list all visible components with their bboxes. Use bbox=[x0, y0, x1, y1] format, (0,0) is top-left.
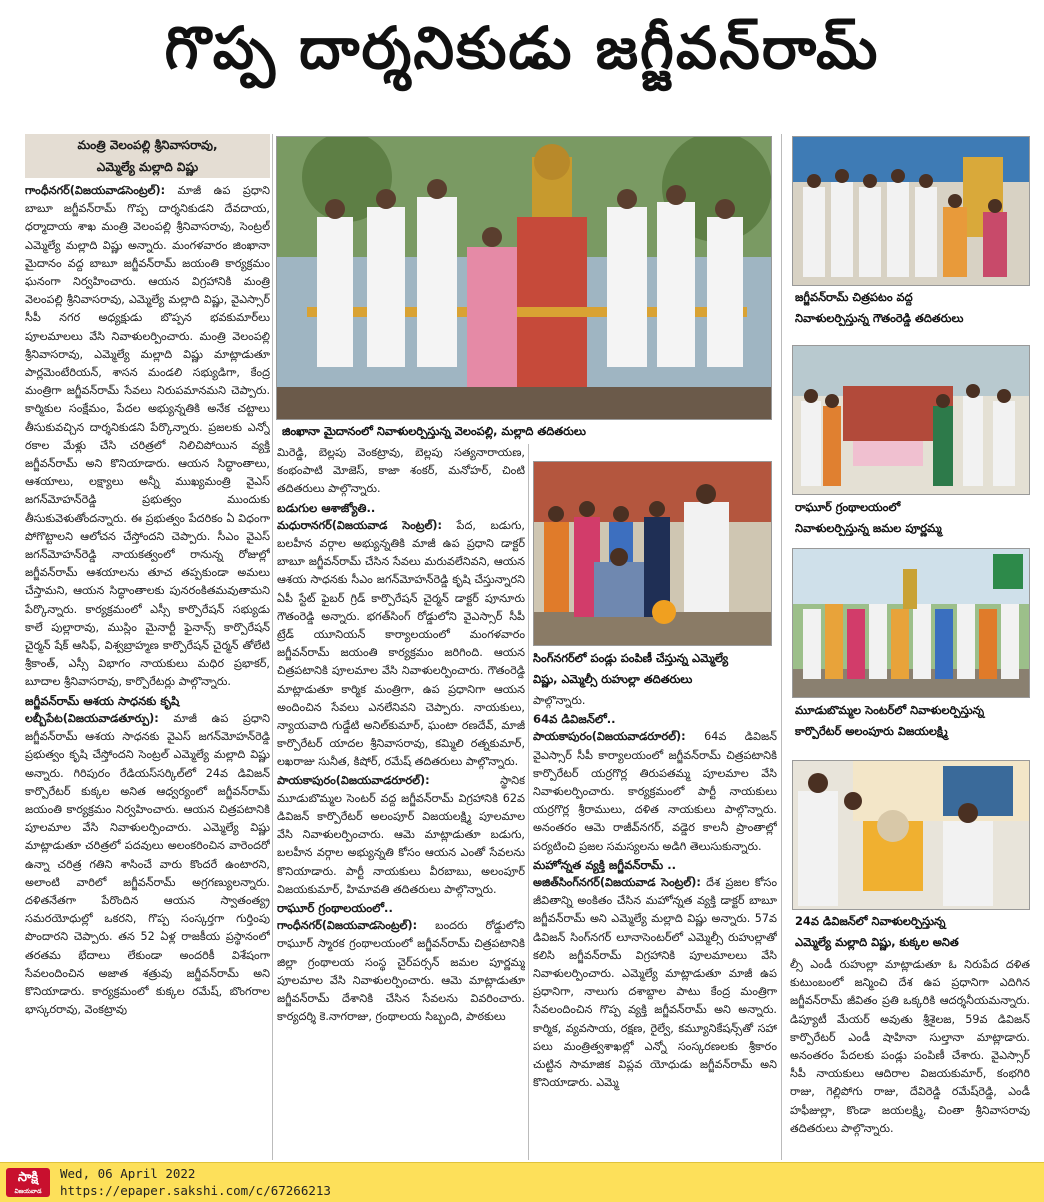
kicker-line-2: ఎమ్మెల్యే మల్లాది విష్ణు bbox=[96, 160, 199, 174]
caption-line: నివాళులర్పిస్తున్న జమల పూర్ణమ్మ bbox=[795, 521, 942, 535]
article-paragraph bbox=[277, 772, 525, 899]
epaper-link[interactable]: https://epaper.sakshi.com/c/67266213 bbox=[60, 1183, 331, 1198]
dateline: లబ్బీపేట(విజయవాడతూర్పు): bbox=[25, 711, 159, 725]
dateline: గాంధీనగర్‌(విజయవాడసెంట్రల్‌): bbox=[277, 919, 418, 933]
caption-line: సింగ్‌నగర్‌లో పండ్లు పంపిణీ చేస్తున్న ఎమ్మెల్యే bbox=[533, 651, 729, 665]
subheading: రాఘూర్‌ గ్రంథాలయంలో.. bbox=[277, 901, 393, 916]
article-paragraph bbox=[533, 728, 777, 855]
division24-caption bbox=[795, 911, 1035, 953]
article-column-4 bbox=[790, 956, 1030, 1160]
logo-edition: విజయవాడ bbox=[14, 1188, 42, 1195]
caption-line: రాఘూర్‌ గ్రంథాలయంలో bbox=[795, 500, 901, 514]
article-paragraph: పాల్గొన్నారు. bbox=[533, 694, 586, 707]
division24-photo bbox=[792, 760, 1030, 910]
logo-text: సాక్షి bbox=[17, 1170, 39, 1185]
headline: గొప్ప దార్శనికుడు జగ్జీవన్‌రామ్ bbox=[164, 14, 880, 82]
paragraph-text: మాజీ ఉప ప్రధాని జగ్జీవన్‌రామ్‌ ఆశయ సాధనకు వైఎస్‌ జగన్‌మోహన్‌రెడ్డి ప్రభుత్వం కృషి చేస్తోందని సెంట్రల్‌ ఎమ్మెల్యే మల్లాది విష్ణు అన్నారు. గిరిపురం రేడియస్‌సర్కిల్‌లో 24వ డివిజన్‌ కార్పొరేటర్‌ కుక్కల అనిత ఆధ్వర్యంలో జగ్జీవన్‌రామ్‌ జయంతి కార్యక్రమం నిర్వహించారు. ఆయన చిత్రపటానికి పూలమాల వేసి నివాళులర్పించారు. ఎమ్మెల్యే విష్ణు మాట్లాడుతూ చరిత్రలో పదవులు అలంకరించిన వారెందరో ఉన్నా చరిత్ర గతిని శాసించే వారు కొందరే ఉంటారని, అలాంటి వారిలో జగ్జీవన్‌రామ్‌ అగ్రగణ్యులన్నారు. దళితనేతగా పేరొందిన ఆయన స్వాతంత్య్ర సమరయోధుల్లో ఒకరని, గొప్ప సంస్కర్తగా గుర్తింపు పొందారని చెప్పారు. తన 52 ఏళ్ల రాజకీయ ప్రస్థానంలో తరతమ భేదాలు లేకుండా అందరికీ విశేషంగా సేవలందించిన అజాత శత్రువు జగ్జీవన్‌రామ్‌ అని కొనియాడారు. కార్యక్రమంలో కుక్కల రమేష్‌, బొంగరాల భాస్కరరావు, వెంకట్రావు bbox=[25, 711, 270, 1017]
subheading: బడుగుల ఆశాజ్యోతి.. bbox=[277, 500, 376, 515]
article-paragraph bbox=[277, 517, 525, 772]
kicker-line-1: మంత్రి వెలంపల్లి శ్రీనివాసరావు, bbox=[77, 138, 218, 152]
subheading: మహోన్నత వ్యక్తి జగ్జీవన్‌రామ్‌ .. bbox=[533, 857, 677, 872]
paragraph-text: స్థానిక మూడుబొమ్మల సెంటర్‌ వద్ద జగ్జీవన్‌రామ్‌ విగ్రహానికి 62వ డివిజన్‌ కార్పొరేటర్‌ అలంపూర్‌ విజయలక్ష్మి పూలమాల వేసి నివాళులర్పించారు. ఆమె మాట్లాడుతూ బడుగు, బలహీన వర్గాల అభ్యున్నతి కోసం ఆయన ఎంతో సేవలను కొనియాడారు. పార్టీ నాయకులు వీరబాబు, అలంపూర్‌ విజయకుమార్‌, హిమావతి తదితరులు పాల్గొన్నారు. bbox=[277, 773, 525, 896]
article-column-2 bbox=[277, 444, 525, 1160]
article-paragraph: మిరెడ్డి, బెల్లపు వెంకట్రావు, బెల్లపు సత్యనారాయణ, కంభంపాటి మోజెస్‌, కాజా శంకర్‌, మనోహర్‌, చింటి తదితరులు పాల్గొన్నారు. bbox=[277, 446, 525, 496]
article-paragraph: ల్సీ ఎండీ రుహుల్లా మాట్లాడుతూ ఓ నిరుపేద దళిత కుటుంబంలో జన్మించి దేశ ఉప ప్రధానిగా ఎదిగిన జగ్జీవన్‌రామ్‌ జీవితం ప్రతి ఒక్కరికి ఆదర్శనీయమన్నారు. డిప్యూటీ మేయర్‌ అవుతు శ్రీశైలజ, 59వ డివిజన్‌ కార్పొరేటర్‌ ఎండీ షాహినా సుల్తానా మాట్లాడారు. అనంతరం పేదలకు పండ్లు పంపిణీ చేశారు. వైఎస్సార్‌ సీపీ నాయకులు ఆదిరాల విజయకుమార్‌, కంభగిరి రాజు, గెల్లిపోగు రాజు, దేవిరెడ్డి రమేష్‌రెడ్డి, ఎండీ హఫీజుల్లా, కొండా జయలక్ష్మి, చింతా శ్రీనివాసరావు తదితరులు పాల్గొన్నారు. bbox=[790, 958, 1030, 1135]
subheading: 64వ డివిజన్‌లో.. bbox=[533, 712, 616, 727]
sakshi-logo[interactable] bbox=[6, 1168, 50, 1197]
footer-bar bbox=[0, 1162, 1044, 1202]
article-paragraph bbox=[533, 874, 777, 1092]
gautam-reddy-caption bbox=[795, 287, 1035, 329]
caption-line: కార్పొరేటర్‌ అలంపూరు విజయలక్ష్మి bbox=[795, 724, 948, 738]
caption-line: జగ్జీవన్‌రామ్‌ చిత్రపటం వద్ద bbox=[795, 290, 913, 304]
main-photo bbox=[276, 136, 772, 420]
paragraph-text: పేద, బడుగు, బలహీన వర్గాల అభ్యున్నతికి మాజీ ఉప ప్రధాని డాక్టర్‌ బాబూ జగ్జీవన్‌రామ్‌ చేసిన సేవలు మరువలేనివని, ఆయన ఆశయ సాధనకు సీఎం జగన్‌మోహన్‌రెడ్డి కృషి చేస్తున్నారని ఏపీ స్టేట్‌ ఫైబర్‌ గ్రిడ్‌ కార్పొరేషన్‌ చైర్మన్‌ డాక్టర్‌ పూనూరు గౌతంరెడ్డి అన్నారు. భగత్‌సింగ్‌ రోడ్డులోని వైఎస్సార్‌ సీపీ ట్రేడ్‌ యూనియన్‌ కార్యాలయంలో మంగళవారం జగ్జీవన్‌రామ్‌ జయంతి కార్యక్రమం జరిగింది. ఆయన చిత్రపటానికి పూలమాల వేసి నివాళులర్పించారు. గౌతంరెడ్డి మాట్లాడుతూ కార్మిక మంత్రిగా, ఉప ప్రధానిగా ఆయన అందించిన సేవలు ఎనలేనివని చెప్పారు. నాయకులు, న్యాయవాది గుడ్డేటి అనిల్‌కుమార్‌, ఘంటా రణదేవ్‌, మాజీ కార్పొరేటర్‌ యాదల శ్రీనివాసరావు, కమ్మిలి రత్నకుమార్‌, లఖరాజు సునీత, కిషోర్‌, రమేష్‌ తదితరులు పాల్గొన్నారు. bbox=[277, 518, 525, 769]
paragraph-text: దేశ ప్రజల కోసం జీవితాన్ని అంకితం చేసిన మహోన్నత వ్యక్తి డాక్టర్‌ బాబూ జగ్జీవన్‌రామ్‌ అని ఎమ్మెల్యే మల్లాది విష్ణు అన్నారు. 57వ డివిజన్‌ సింగ్‌నగర్‌ లూనాసెంటర్‌లో ఎమ్మెల్సీ రుహుల్లాతో కలిసి జగ్జీవన్‌రామ్‌ విగ్రహానికి పూలమాలలు వేసి నివాళులర్పించారు. ఎమ్మెల్యే మాట్లాడుతూ మాజీ ఉప ప్రధానిగా, నాలుగు దశాబ్దాల పాటు కేంద్ర మంత్రిగా సేవలందించిన గొప్ప వ్యక్తి జగ్జీవన్‌రామ్‌ అని అన్నారు. కార్మిక, వ్యవసాయ, రక్షణ, రైల్వే, కమ్యూనికేషన్స్‌తో సహా పలు మంత్రిత్వశాఖల్లో ఎన్నో సంస్కరణలకు శ్రీకారం చుట్టిన సామాజిక విప్లవ యోధుడు జగ్జీవన్‌రామ్‌ అని కొనియాడారు. ఎమ్మె bbox=[533, 876, 777, 1090]
kicker-box bbox=[25, 134, 270, 178]
caption-line: నివాళులర్పిస్తున్న గౌతంరెడ్డి తదితరులు bbox=[795, 311, 964, 325]
paragraph-text: మాజీ ఉప ప్రధాని బాబూ జగ్జీవన్‌రామ్‌ గొప్ప దార్శనికుడని దేవదాయ, ధర్మాదాయ శాఖ మంత్రి వెలంపల్లి శ్రీనివాసరావు, సెంట్రల్‌ ఎమ్మెల్యే మల్లాది విష్ణు అన్నారు. మంగళవారం జింఖానా మైదానం వద్ద బాబూ జగ్జీవన్‌రామ్‌ జయంతి కార్యక్రమం ఘనంగా నిర్వహించారు. ఆయన విగ్రహానికి మంత్రి వెలంపల్లి శ్రీనివాసరావు, ఎమ్మెల్యే మల్లాది విష్ణు, వైఎస్సార్‌ సీపీ నగర అధ్యక్షుడు బొప్పన భవకుమార్‌లు పూలమాలలు వేసి నివాళులర్పించారు. మంత్రి వెలంపల్లి శ్రీనివాసరావు, ఎమ్మెల్యే మల్లాది విష్ణు మాట్లాడుతూ పార్లమెంటేరియన్‌, శాసన మండలి సభ్యుడిగా, కేంద్ర మంత్రిగా జగ్జీవన్‌రామ్‌ సేవలు నిరుపమానమని చెప్పారు. కార్మికుల సంక్షేమం, పేదల అభ్యున్నతికి అనేక చట్టాలు తీసుకువచ్చిన దార్శనికుడని పేర్కొన్నారు. ప్రజలకు ఎన్నో రకాల మేళ్లు చేసి చరిత్రలో నిలిచిపోయిన వ్యక్తి జగ్జీవన్‌రామ్‌ అని కొనియాడారు. ఆయన సిద్ధాంతాలు, ఆశయాలు, లక్ష్యాలు అన్నీ ముఖ్యమంత్రి వైఎస్‌ జగన్‌మోహన్‌రెడ్డి ప్రభుత్వం ముందుకు తీసుకువెళుతోందన్నారు. ఈ ప్రభుత్వం పేదరికం ఏ విధంగా పోగొట్టాలని ఆలోచన చేస్తోందని చెప్పారు. సీఎం వైఎస్‌ జగన్‌మోహన్‌రెడ్డి నాయకత్వంలో రానున్న రోజుల్లో జగ్జీవన్‌రామ్‌ ఆశయాలను తూచ తప్పకుండా అమలు చేస్తామని, ఆయన సిద్ధాంతాలకు పునరంకితమవుతామని పేర్కొన్నారు. కార్యక్రమంలో ఎస్సీ కార్పొరేషన్‌ సభ్యుడు కాలే పుల్లారావు, ముస్లిం మైనార్టీ ఫైనాన్స్‌ కార్పొరేషన్‌ చైర్మన్‌ షేక్‌ ఆసిఫ్‌, విశ్వబ్రాహ్మణ కార్పొరేషన్‌ చైర్మన్‌ తోలేటి శ్రీకాంత్‌, ఎస్సీ విభాగం నాయకులు మధిర ప్రభాకర్‌, బూదాల శ్రీనివాసరావు, కార్పొరేటర్లు పాల్గొన్నారు. bbox=[25, 184, 270, 689]
caption-line: విష్ణు, ఎమ్మెల్సీ రుహుల్లా తదితరులు bbox=[533, 672, 693, 686]
dateline: గాంధీనగర్‌(విజయవాడసెంట్రల్‌): bbox=[25, 184, 166, 197]
article-paragraph bbox=[25, 182, 270, 692]
dateline: పాయకాపురం(విజయవాడరూరల్‌): bbox=[533, 730, 686, 744]
dateline: అజిత్‌సింగ్‌నగర్‌(విజయవాడ సెంట్రల్‌): bbox=[533, 876, 701, 890]
subheading: జగ్జీవన్‌రామ్‌ ఆశయ సాధనకు కృషి bbox=[25, 693, 180, 708]
main-photo-caption: జింఖానా మైదానంలో నివాళులర్పిస్తున్న వెలంపల్లి, మల్లాది తదితరులు bbox=[282, 424, 586, 438]
article-paragraph bbox=[25, 710, 270, 1019]
dateline: మధురానగర్‌(విజయవాడ సెంట్రల్‌): bbox=[277, 518, 442, 532]
caption-line: మూడుబొమ్మల సెంటర్‌లో నివాళులర్పిస్తున్న bbox=[795, 703, 985, 717]
singnagar-photo bbox=[533, 461, 772, 646]
paragraph-text: బందరు రోడ్డులోని రాఘూర్‌ స్మారక గ్రంథాలయంలో జగ్జీవన్‌రామ్‌ చిత్రపటానికి జిల్లా గ్రంథాలయ సంస్థ చైర్‌పర్సన్‌ జమల పూర్ణమ్మ పూలమాల వేసి నివాళులర్పించారు. ఆమె మాట్లాడుతూ జగ్జీవన్‌రామ్‌ దేశానికి చేసిన సేవలను వివరించారు. కార్యదర్శి కె.నాగరాజు, గ్రంథాలయ సిబ్బంది, పాఠకులు bbox=[277, 919, 525, 1024]
article-paragraph bbox=[277, 917, 525, 1026]
paragraph-text: 64వ డివిజన్‌ వైఎస్సార్‌ సీపీ కార్యాలయంలో జగ్జీవన్‌రామ్‌ చిత్రపటానికి కార్పొరేటర్‌ యర్రగొర్ల తిరుపతమ్మ పూలమాల వేసి నివాళులర్పించారు. కార్యక్రమంలో పార్టీ నాయకులు యర్రగొర్ల శ్రీరాములు, దళిత నాయకులు పాల్గొన్నారు. అనంతరం ఆమె రాజీవ్‌నగర్‌, వడ్డెర కాలనీ ప్రాంతాల్లో పర్యటించి ప్రజల సమస్యలను అడిగి తెలుసుకున్నారు. bbox=[533, 730, 777, 853]
gautam-reddy-photo bbox=[792, 136, 1030, 286]
article-column-3 bbox=[533, 692, 777, 1160]
publication-date: Wed, 06 April 2022 bbox=[60, 1166, 196, 1181]
article-column-1 bbox=[25, 134, 270, 1160]
caption-line: ఎమ్మెల్యే మల్లాది విష్ణు, కుక్కల అనిత bbox=[795, 935, 959, 949]
dateline: పాయకాపురం(విజయవాడరూరల్‌): bbox=[277, 773, 430, 787]
library-caption bbox=[795, 497, 1035, 539]
singnagar-caption bbox=[533, 648, 773, 690]
caption-line: 24వ డివిజన్‌లో నివాళులర్పిస్తున్న bbox=[795, 914, 946, 928]
mudubommala-photo bbox=[792, 548, 1030, 698]
mudubommala-caption bbox=[795, 700, 1035, 742]
library-photo bbox=[792, 345, 1030, 495]
